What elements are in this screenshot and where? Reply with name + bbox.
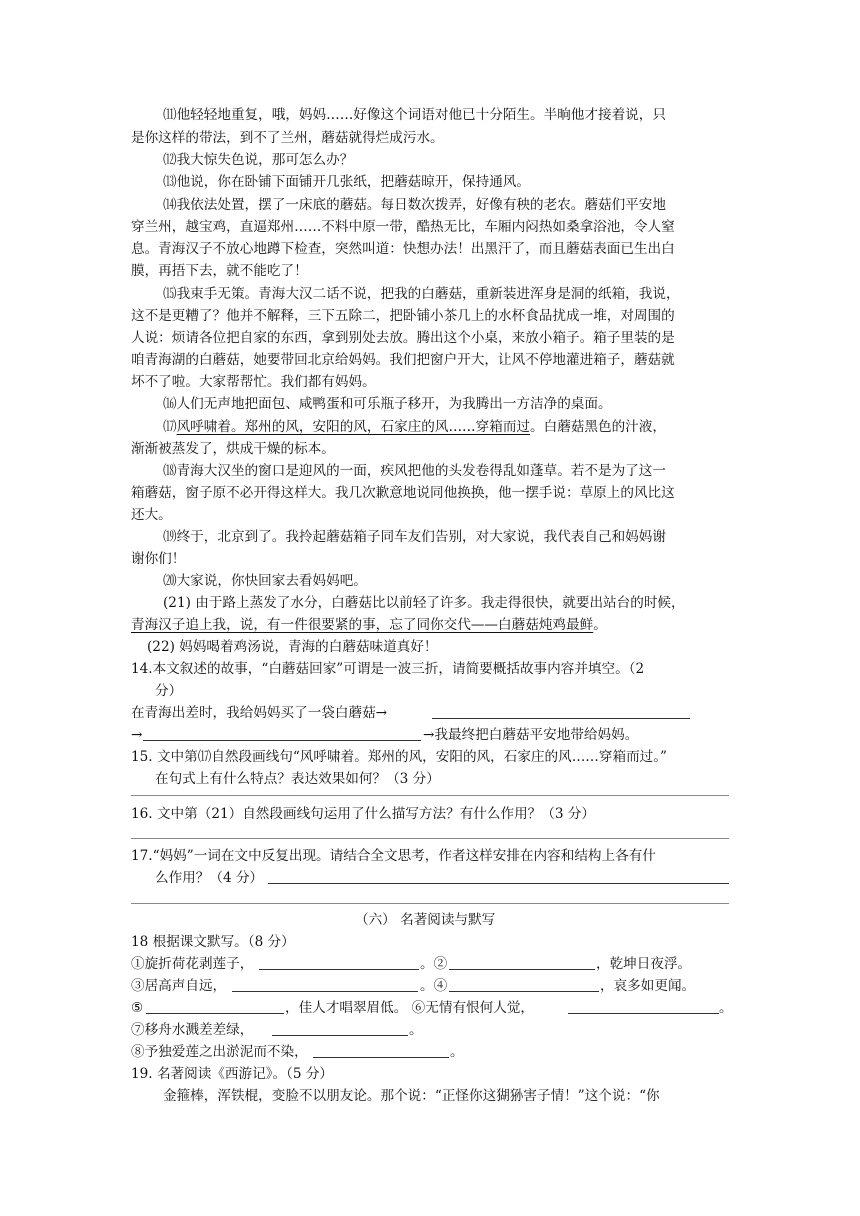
q19-text: 金箍棒，浑铁棍，变脸不以朋友论。那个说：“正怪你这猢狲害子情！”这个说：“你: [163, 1088, 660, 1104]
q15-answer-line[interactable]: [131, 795, 729, 796]
q17-answer-line[interactable]: [131, 903, 729, 904]
para-19-line-1: ⒆终于，北京到了。我拎起蘑菇箱子同车友们告别，对大家说，我代表自己和妈妈谢: [163, 529, 666, 545]
para-17-rest: 。白蘑菇黑色的汁液，: [530, 419, 666, 435]
para-15-line-4: 咱青海湖的白蘑菇，她要带回北京给妈妈。我们把窗户开大，让风不停地灌进箱子，蘑菇就: [131, 352, 675, 368]
para-17-line-1: [163, 417, 666, 437]
recite-1-prompt: ①旋折荷花剥莲子，: [131, 956, 254, 972]
recite-2-prefix: 。②: [420, 956, 448, 972]
q14-line-1: 14.本文叙述的故事，“白蘑菇回家”可谓是一波三折，请简要概括故事内容并填空。（2: [131, 661, 645, 677]
recite-blank-1[interactable]: [259, 955, 419, 970]
para-22: (22) 妈妈喝着鸡汤说，青海的白蘑菇味道真好！: [147, 639, 438, 655]
para-17-underlined-sentence: 风呼啸着。郑州的风，安阳的风，石家庄的风……穿箱而过: [176, 419, 531, 435]
para-17-line-2: 渐渐被蒸发了，烘成干燥的标本。: [131, 441, 335, 457]
recite-4-prefix: 。④: [420, 978, 448, 994]
para-15-line-2: 这不是更糟了？他并不解释，三下五除二，把卧铺小茶几上的水杯食品扰成一堆，对周围的: [131, 308, 675, 324]
recite-blank-2[interactable]: [449, 955, 595, 970]
q14-line-2: 分）: [155, 683, 183, 699]
para-14-line-1: ⒁我依法处置，摆了一床底的蘑菇。每日数次拨弄，好像有秧的老农。蘑菇们平安地: [163, 197, 666, 213]
para-14-line-2: 穿兰州，越宝鸡，直逼郑州……不料中原一带，酷热无比，车厢内闷热如桑拿浴池，令人窒: [131, 219, 675, 235]
recite-7-end: 。: [409, 1022, 423, 1038]
recite-4-suffix: ，哀多如更闻。: [600, 978, 696, 994]
q19-title: 19. 名著阅读《西游记》。（5 分）: [131, 1066, 334, 1082]
recite-blank-3[interactable]: [232, 977, 418, 992]
para-13: ⒀他说，你在卧铺下面铺开几张纸，把蘑菇晾开，保持通风。: [163, 174, 531, 190]
para-19-line-2: 谢你们！: [131, 551, 186, 567]
para-12: ⑿我大惊失色说，那可怎么办？: [163, 152, 354, 168]
q16-answer-line[interactable]: [131, 838, 729, 839]
para-18-line-3: 还大。: [131, 507, 172, 523]
section-6-heading: （六） 名著阅读与默写: [355, 912, 496, 928]
q14-answer-blank-1[interactable]: [432, 704, 690, 719]
recite-5-prefix: ⑤: [131, 1000, 144, 1016]
recite-3-prompt: ③居高声自远，: [131, 978, 227, 994]
recite-5-suffix-6-prompt: ，佳人才唱翠眉低。 ⑥无情有恨何人觉，: [285, 1000, 535, 1016]
para-11-line-1: ⑾他轻轻地重复，哦，妈妈……好像这个词语对他已十分陌生。半晌他才接着说，只: [163, 107, 666, 123]
q17-answer-blank[interactable]: [268, 869, 729, 884]
q17-line-1: 17.“妈妈”一词在文中反复出现。请结合全文思考，作者这样安排在内容和结构上各有什: [131, 848, 656, 864]
para-20: ⒇大家说，你快回家去看妈妈吧。: [163, 573, 367, 589]
para-18-line-2: 箱蘑菇，窗子原不必开得这样大。我几次歉意地说同他换换，他一摆手说：草原上的风比这: [131, 485, 675, 501]
recite-8-prompt: ⑧予独爱莲之出淤泥而不染，: [131, 1044, 308, 1060]
q17-line-2: 么作用？（4 分）: [155, 870, 264, 886]
q14-chain-end: →我最终把白蘑菇平安地带给妈妈。: [423, 727, 639, 743]
para-21-line-1: (21) 由于路上蒸发了水分，白蘑菇比以前轻了许多。我走得很快，就要出站台的时候，: [163, 595, 685, 611]
para-15-line-1: ⒂我束手无策。青海大汉二话不说，把我的白蘑菇，重新装进浑身是洞的纸箱，我说，: [163, 286, 680, 302]
recite-blank-5[interactable]: [146, 999, 284, 1014]
para-14-line-3: 息。青海汉子不放心地蹲下检查，突然叫道：快想办法！出黑汗了，而且蘑菇表面已生出白: [131, 241, 675, 257]
q15-line-2: 在句式上有什么特点？表达效果如何？（3 分）: [155, 771, 440, 787]
recite-6-end: 。: [719, 1000, 733, 1016]
para-15-line-5: 坏不了啦。大家帮帮忙。我们都有妈妈。: [131, 374, 376, 390]
q16-question: 16. 文中第（21）自然段画线句运用了什么描写方法？有什么作用？（3 分）: [131, 806, 596, 822]
q14-answer-blank-2[interactable]: [143, 726, 421, 741]
recite-blank-8[interactable]: [313, 1043, 449, 1058]
recite-7-prompt: ⑦移舟水溅差差绿，: [131, 1022, 254, 1038]
para-15-line-3: 人说：烦请各位把自家的东西，拿到别处去放。腾出这个小桌，来放小箱子。箱子里装的是: [131, 330, 675, 346]
para-16: ⒃人们无声地把面包、咸鸭蛋和可乐瓶子移开，为我腾出一方洁净的桌面。: [163, 396, 612, 412]
para-21-line-2: [131, 615, 607, 635]
q18-title: 18 根据课文默写。（8 分）: [131, 934, 295, 950]
para-21-underlined-sentence: 青海汉子追上我，说，有一件很要紧的事，忘了同你交代——白蘑菇炖鸡最鲜: [131, 617, 594, 633]
para-21-end: 。: [593, 617, 607, 633]
para-14-line-4: 膜，再捂下去，就不能吃了！: [131, 263, 308, 279]
recite-2-suffix: ，乾坤日夜浮。: [596, 956, 692, 972]
para-18-line-1: ⒅青海大汉坐的窗口是迎风的一面，疾风把他的头发卷得乱如蓬草。若不是为了这一: [163, 463, 666, 479]
recite-blank-4[interactable]: [449, 977, 599, 992]
q15-line-1: 15. 文中第⒄自然段画线句“风呼啸着。郑州的风，安阳的风，石家庄的风……穿箱而过。”: [131, 749, 668, 765]
recite-8-end: 。: [450, 1044, 464, 1060]
recite-blank-6[interactable]: [568, 999, 719, 1014]
para-11-line-2: 是你这样的带法，到不了兰州，蘑菇就得烂成污水。: [131, 130, 444, 146]
q14-chain-start: 在青海出差时，我给妈妈买了一袋白蘑菇→: [131, 705, 388, 721]
recite-blank-7[interactable]: [272, 1021, 408, 1036]
q14-arrow: →: [131, 727, 143, 743]
para-17-number: ⒄: [163, 419, 177, 435]
